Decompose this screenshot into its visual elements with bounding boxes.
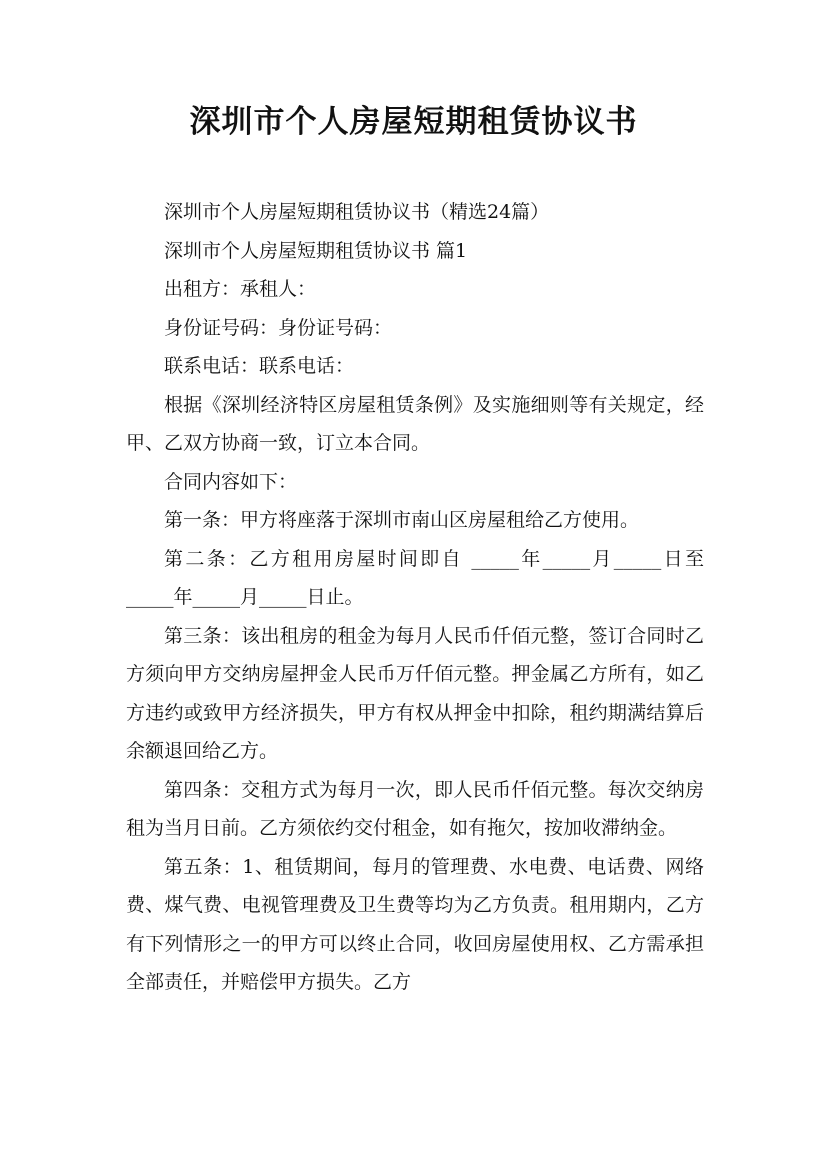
paragraph-phones: 联系电话：联系电话： bbox=[164, 355, 355, 377]
paragraph-basis: 根据《深圳经济特区房屋租赁条例》及实施细则等有关规定，经甲、乙双方协商一致，订立本合同。 bbox=[126, 393, 704, 454]
paragraph-id-numbers: 身份证号码：身份证号码： bbox=[164, 316, 393, 339]
paragraph-article-4: 第四条：交租方式为每月一次，即人民币仟佰元整。每次交纳房租为当月日前。乙方须依约交付租金，如有拖欠，按加收滞纳金。 bbox=[126, 778, 704, 839]
paragraph-subtitle: 深圳市个人房屋短期租赁协议书（精选24篇） bbox=[164, 201, 550, 223]
paragraph-article-1: 第一条：甲方将座落于深圳市南山区房屋租给乙方使用。 bbox=[164, 509, 640, 531]
paragraph-contents-intro: 合同内容如下： bbox=[164, 470, 298, 493]
document-title: 深圳市个人房屋短期租赁协议书 bbox=[189, 104, 638, 140]
document-body bbox=[126, 193, 704, 1002]
paragraph-section-heading: 深圳市个人房屋短期租赁协议书 篇1 bbox=[164, 239, 468, 262]
paragraph-article-2: 第二条：乙方租用房屋时间即自 _____年_____月_____日至 _____年_____月_____日止。 bbox=[126, 547, 704, 608]
paragraph-article-3: 第三条：该出租房的租金为每月人民币仟佰元整，签订合同时乙方须向甲方交纳房屋押金人民币万仟佰元整。押金属乙方所有，如乙方违约或致甲方经济损失，甲方有权从押金中扣除，租约期满结算后余额退回给乙方。 bbox=[126, 624, 704, 762]
paragraph-article-5: 第五条：1、租赁期间，每月的管理费、水电费、电话费、网络费、煤气费、电视管理费及卫生费等均为乙方负责。租用期内，乙方有下列情形之一的甲方可以终止合同，收回房屋使用权、乙方需承担全部责任，并赔偿甲方损失。乙方 bbox=[126, 855, 704, 993]
paragraph-parties: 出租方：承租人： bbox=[164, 278, 317, 300]
